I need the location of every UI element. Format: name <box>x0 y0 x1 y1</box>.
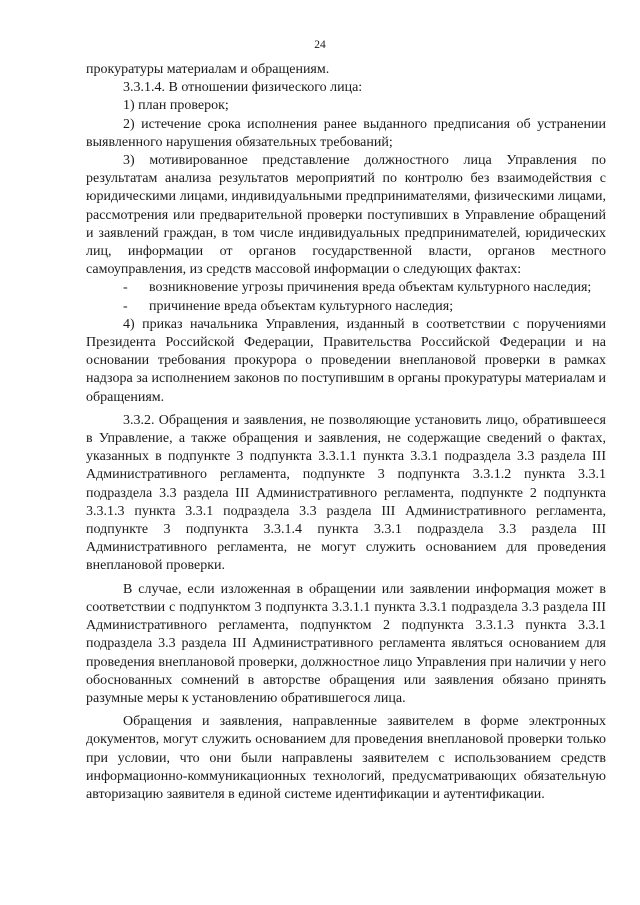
dash-marker: - <box>123 280 128 296</box>
page-number: 24 <box>314 39 326 51</box>
dash-item-text: причинение вреда объектам культурного наследия; <box>149 298 454 314</box>
list-item-3: 3) мотивированное представление должностного лица Управления по результатам анализа результатов мероприятий по контролю без взаимодействия с юридическими лицами, индивидуальными предпринимателями, физическими лицами, рассмотрения или предварительной проверки поступивших в Управление обращений и заявлений граждан, в том числе индивидуальных предпринимателей, юридических лиц, информации от органов государственной власти, органов местного самоуправления, из средств массовой информации о следующих фактах: <box>86 153 606 278</box>
clause-3-3-2: 3.3.2. Обращения и заявления, не позволяющие установить лицо, обратившееся в Управление, а также обращения и заявления, не содержащие сведений о фактах, указанных в подпункте 3 подпункта 3.3.1.1 пункта 3.3.1 подраздела 3.3 раздела III Административного регламента, подпункте 3 подпункта 3.3.1.2 пункта 3.3.1 подраздела 3.3 раздела III Административного регламента, подпункте 2 подпункта 3.3.1.3 пункта 3.3.1 подраздела 3.3 раздела III Административного регламента, подпункте 3 подпункта 3.3.1.4 пункта 3.3.1 подраздела 3.3 раздела III Административного регламента, не могут служить основанием для проведения внеплановой проверки. <box>86 412 606 574</box>
paragraph-anonymous-doubt: В случае, если изложенная в обращении или заявлении информация может в соответствии с подпунктом 3 подпункта 3.3.1.1 пункта 3.3.1 подраздела 3.3 раздела III Административного регламента, подпунктом 2 подпункта 3.3.1.3 пункта 3.3.1 подраздела 3.3 раздела III Административного регламента являться основанием для проведения внеплановой проверки, должностное лицо Управления при наличии у него обоснованных сомнений в авторстве обращения или заявления обязано принять разумные меры к установлению обратившегося лица. <box>86 581 606 706</box>
dash-item-threat <box>86 279 606 297</box>
list-item-4: 4) приказ начальника Управления, изданный в соответствии с поручениями Президента Российской Федерации, Правительства Российской Федерации и на основании требования прокурора о проведении внеплановой проверки в рамках надзора за исполнением законов по поступившим в органы прокуратуры материалам и обращениям. <box>86 316 606 405</box>
dash-item-text: возникновение угрозы причинения вреда объектам культурного наследия; <box>149 280 592 296</box>
document-body <box>86 61 606 804</box>
list-item-1: 1) план проверок; <box>123 98 229 114</box>
paragraph-continuation: прокуратуры материалам и обращениям. <box>86 62 330 77</box>
dash-marker: - <box>123 298 128 314</box>
dash-item-harm <box>86 298 606 316</box>
paragraph-electronic-documents: Обращения и заявления, направленные заявителем в форме электронных документов, могут служить основанием для проведения внеплановой проверки только при условии, что они были направлены заявителем с использованием средств информационно-коммуникационных технологий, предусматривающих обязательную авторизацию заявителя в единой системе идентификации и аутентификации. <box>86 714 606 802</box>
clause-3-3-1-4-heading: 3.3.1.4. В отношении физического лица: <box>123 80 363 96</box>
list-item-2: 2) истечение срока исполнения ранее выданного предписания об устранении выявленного нарушения обязательных требований; <box>86 116 606 150</box>
